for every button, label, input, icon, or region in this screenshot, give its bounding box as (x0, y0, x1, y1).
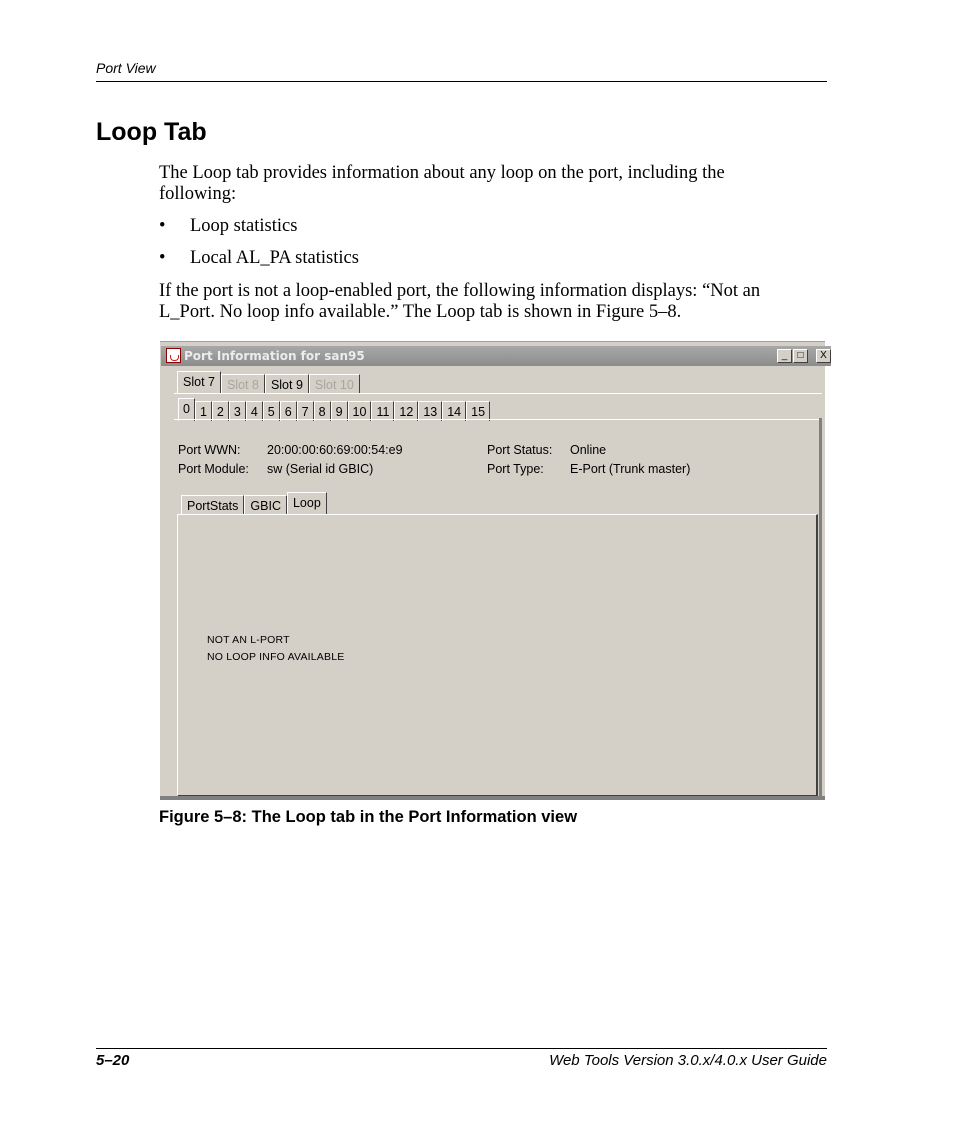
intro-line-1: The Loop tab provides information about any loop on the port, including the (159, 163, 725, 183)
port-module-label: Port Module: (178, 462, 249, 476)
tab-port-15[interactable]: 15 (466, 401, 490, 421)
port-type-label: Port Type: (487, 462, 544, 476)
para-line-1: If the port is not a loop-enabled port, the following information displays: “Not an (159, 281, 761, 301)
bullet-marker: • (159, 216, 166, 236)
java-cup-icon (166, 348, 181, 363)
tab-port-0[interactable]: 0 (178, 398, 195, 421)
tab-slot-10[interactable]: Slot 10 (309, 374, 360, 394)
tab-slot-8[interactable]: Slot 8 (221, 374, 265, 394)
port-panel-top-edge (174, 419, 822, 420)
tab-port-13[interactable]: 13 (418, 401, 442, 421)
tab-port-11[interactable]: 11 (371, 401, 394, 421)
bullet-local-alpa-statistics: Local AL_PA statistics (190, 248, 359, 268)
footer-rule (96, 1048, 827, 1049)
running-header: Port View (96, 60, 156, 76)
tab-gbic[interactable]: GBIC (244, 495, 287, 515)
window-title: Port Information for san95 (184, 349, 365, 363)
tab-port-10[interactable]: 10 (348, 401, 372, 421)
tab-port-12[interactable]: 12 (394, 401, 418, 421)
tab-loop[interactable]: Loop (287, 492, 327, 515)
tab-port-3[interactable]: 3 (229, 401, 246, 421)
port-type-value: E-Port (Trunk master) (570, 462, 691, 476)
port-status-value: Online (570, 443, 607, 457)
page-number: 5–20 (96, 1052, 130, 1069)
slot-panel-top-edge (174, 393, 822, 394)
port-wwn-label: Port WWN: (178, 443, 241, 457)
tab-port-1[interactable]: 1 (195, 401, 212, 421)
tab-port-5[interactable]: 5 (263, 401, 280, 421)
port-status-label: Port Status: (487, 443, 553, 457)
port-wwn-value: 20:00:00:60:69:00:54:e9 (267, 443, 403, 457)
guide-title: Web Tools Version 3.0.x/4.0.x User Guide (549, 1052, 827, 1069)
para-line-2: L_Port. No loop info available.” The Loop tab is shown in Figure 5–8. (159, 302, 682, 322)
tab-slot-9[interactable]: Slot 9 (265, 374, 309, 394)
slot-tab-bar (177, 371, 360, 394)
tab-port-7[interactable]: 7 (297, 401, 314, 421)
detail-tab-bar (181, 492, 327, 515)
bullet-marker: • (159, 248, 166, 268)
not-l-port-message: NOT AN L-PORT (207, 634, 290, 646)
tab-port-9[interactable]: 9 (331, 401, 348, 421)
header-rule (96, 81, 827, 82)
loop-description-paragraph (159, 281, 819, 323)
tab-port-2[interactable]: 2 (212, 401, 229, 421)
port-information-window (160, 341, 825, 800)
intro-paragraph (159, 163, 799, 205)
section-title: Loop Tab (96, 118, 207, 146)
tab-port-8[interactable]: 8 (314, 401, 331, 421)
bullet-loop-statistics: Loop statistics (190, 216, 298, 236)
port-module-value: sw (Serial id GBIC) (267, 462, 374, 476)
close-button[interactable]: X (816, 349, 831, 363)
tab-portstats[interactable]: PortStats (181, 495, 244, 515)
window-bottom-edge (160, 796, 825, 800)
port-panel-right-edge (819, 418, 822, 798)
maximize-button[interactable]: □ (793, 349, 808, 363)
no-loop-info-message: NO LOOP INFO AVAILABLE (207, 651, 345, 663)
tab-port-4[interactable]: 4 (246, 401, 263, 421)
tab-port-14[interactable]: 14 (442, 401, 466, 421)
tab-slot-7[interactable]: Slot 7 (177, 371, 221, 394)
intro-line-2: following: (159, 184, 237, 204)
minimize-button[interactable]: _ (777, 349, 792, 363)
tab-port-6[interactable]: 6 (280, 401, 297, 421)
figure-caption: Figure 5–8: The Loop tab in the Port Information view (159, 808, 578, 826)
title-bar[interactable] (161, 346, 831, 366)
port-tab-bar (178, 398, 490, 421)
